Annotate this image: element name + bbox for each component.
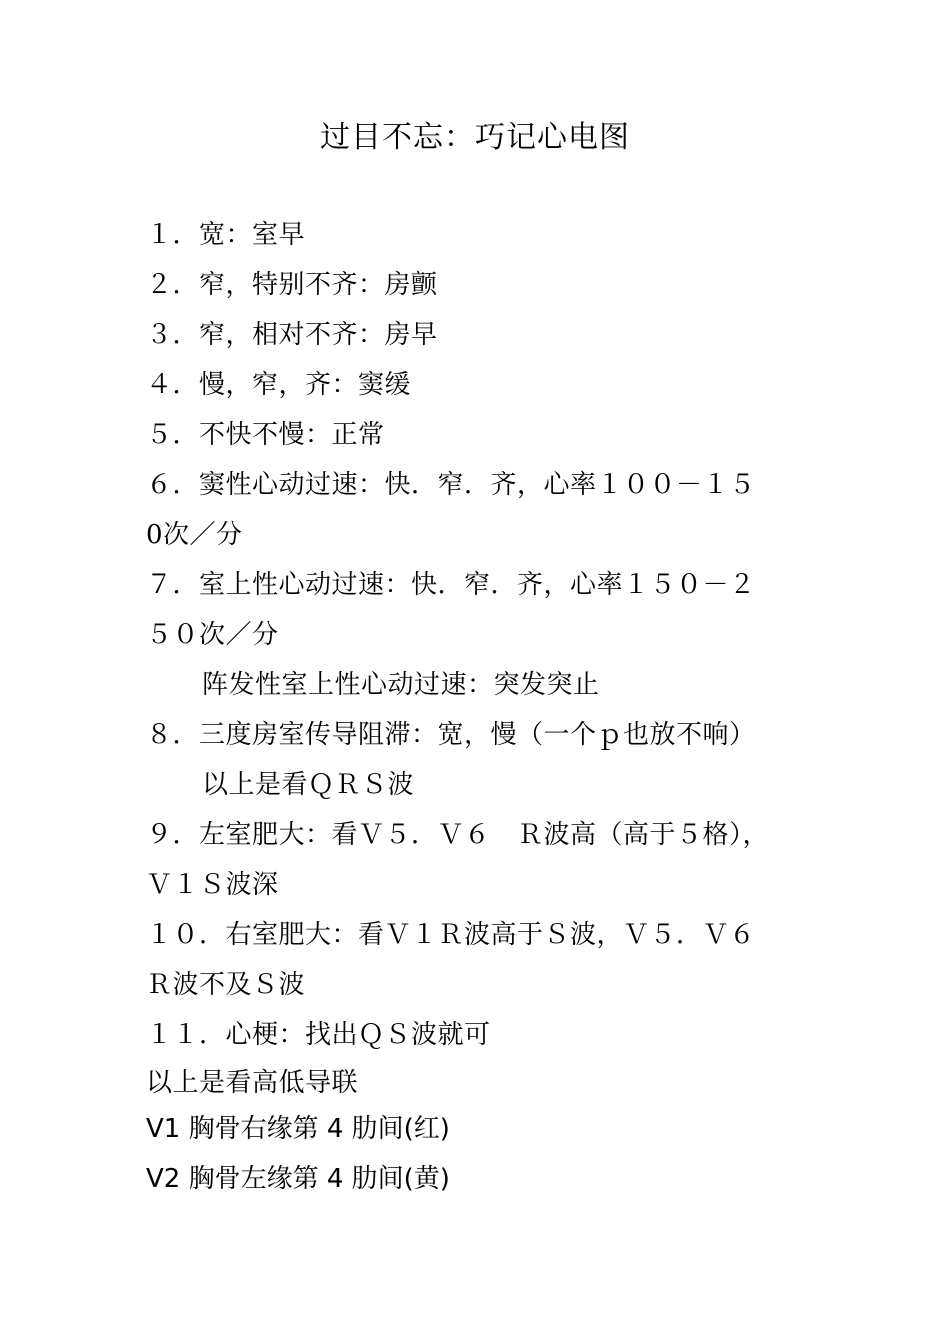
list-item-8: ８．三度房室传导阻滞：宽，慢（一个ｐ也放不响）: [146, 720, 756, 750]
lead-v2: V2 胸骨左缘第 4 肋间(黄): [146, 1164, 450, 1194]
list-item-5: ５．不快不慢：正常: [146, 420, 385, 450]
list-item-2: ２．窄，特别不齐：房颤: [146, 270, 438, 300]
list-item-7-continued: ５０次／分: [146, 620, 279, 650]
list-item-4: ４．慢，窄，齐：窦缓: [146, 370, 412, 400]
lead-v1: V1 胸骨右缘第 4 肋间(红): [146, 1114, 450, 1144]
list-item-10-continued: Ｒ波不及Ｓ波: [146, 970, 306, 1000]
list-item-9-continued: Ｖ１Ｓ波深: [146, 870, 279, 900]
list-item-6: ６．窦性心动过速：快．窄．齐，心率１００－１５: [146, 470, 756, 500]
page-title: 过目不忘：巧记心电图: [320, 120, 630, 155]
list-item-3: ３．窄，相对不齐：房早: [146, 320, 438, 350]
section-note-leads: 以上是看高低导联: [146, 1068, 359, 1098]
list-item-9: ９．左室肥大：看Ｖ５．Ｖ６ Ｒ波高（高于５格），: [146, 820, 770, 850]
list-item-1: １．宽：室早: [146, 220, 306, 250]
section-note-qrs: 以上是看ＱＲＳ波: [202, 770, 415, 800]
list-item-7: ７．室上性心动过速：快．窄．齐，心率１５０－２: [146, 570, 756, 600]
list-item-11: １１．心梗：找出ＱＳ波就可: [146, 1020, 491, 1050]
list-item-6-continued: 0次／分: [146, 520, 243, 550]
list-item-7-note: 阵发性室上性心动过速：突发突止: [202, 670, 600, 700]
list-item-10: １０．右室肥大：看Ｖ１Ｒ波高于Ｓ波，Ｖ５．Ｖ６: [146, 920, 756, 950]
